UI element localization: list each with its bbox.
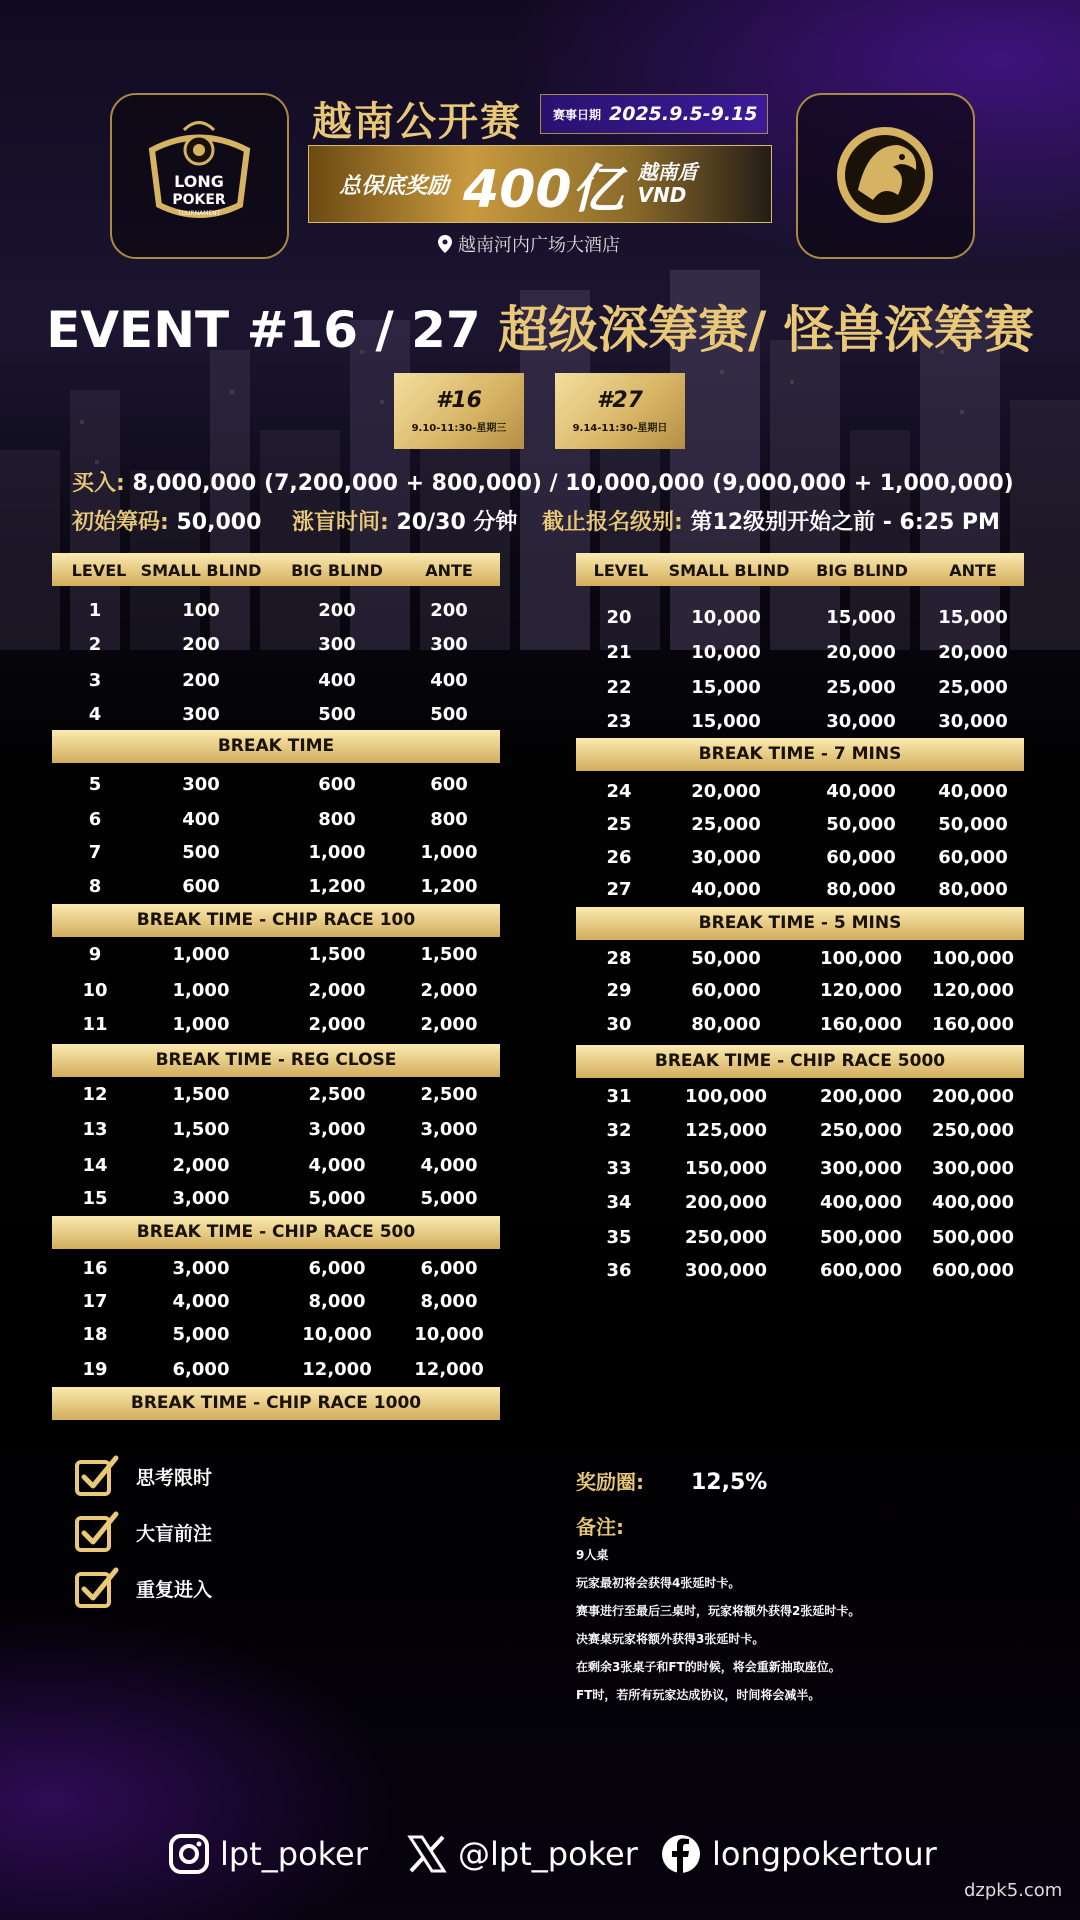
big-blind-cell: 500 <box>318 704 356 725</box>
blind-row <box>576 1082 1024 1112</box>
level-cell: 20 <box>606 607 632 628</box>
small-blind-cell: 200 <box>182 634 220 655</box>
instagram-handle: lpt_poker <box>220 1835 368 1873</box>
facebook-link[interactable] <box>660 1833 937 1875</box>
small-blind-cell: 6,000 <box>172 1359 230 1380</box>
feature-item <box>74 1453 212 1499</box>
level-cell: 23 <box>606 711 632 732</box>
ante-cell: 2,500 <box>420 1084 478 1105</box>
feature-item <box>74 1509 212 1555</box>
level-cell: 8 <box>88 876 102 897</box>
long-poker-logo <box>110 93 289 259</box>
ante-cell: 50,000 <box>938 814 1008 835</box>
blind-row <box>576 976 1024 1006</box>
ante-cell: 400 <box>430 670 468 691</box>
big-blind-cell: 5,000 <box>308 1188 366 1209</box>
small-blind-cell: 40,000 <box>691 879 761 900</box>
dragon-logo <box>796 93 975 259</box>
stack-label: 初始筹码: <box>72 510 169 535</box>
ante-cell: 80,000 <box>938 879 1008 900</box>
blind-row <box>52 1320 500 1350</box>
big-blind-cell: 40,000 <box>826 781 896 802</box>
big-blind-cell: 25,000 <box>826 677 896 698</box>
ante-cell: 500,000 <box>932 1227 1014 1248</box>
blind-row <box>52 700 500 730</box>
ante-cell: 800 <box>430 809 468 830</box>
guarantee-unit <box>638 161 698 207</box>
level-cell: 33 <box>606 1158 632 1179</box>
feature-label: 思考限时 <box>136 1466 213 1489</box>
facebook-handle: longpokertour <box>712 1835 937 1873</box>
small-blind-cell: 1,500 <box>172 1119 230 1140</box>
big-blind-cell: 3,000 <box>308 1119 366 1140</box>
header-big-blind: BIG BLIND <box>291 561 383 580</box>
blind-value: 20/30 分钟 <box>396 510 518 535</box>
small-blind-cell: 600 <box>182 876 220 897</box>
small-blind-cell: 3,000 <box>172 1188 230 1209</box>
guarantee-amount: 400亿 <box>463 159 624 220</box>
level-cell: 5 <box>88 774 102 795</box>
level-cell: 17 <box>82 1291 108 1312</box>
ante-cell: 25,000 <box>938 677 1008 698</box>
small-blind-cell: 200,000 <box>685 1192 767 1213</box>
level-cell: 21 <box>606 642 632 663</box>
guarantee-box <box>308 145 772 223</box>
blind-row <box>52 940 500 970</box>
ante-cell: 2,000 <box>420 1014 478 1035</box>
x-link[interactable] <box>406 1833 638 1875</box>
logo-line3: TOURNAMENT <box>177 210 221 217</box>
break-banner: BREAK TIME <box>52 730 500 763</box>
date-value: 2025.9.5-9.15 <box>609 103 758 125</box>
ante-cell: 500 <box>430 704 468 725</box>
ante-cell: 250,000 <box>932 1120 1014 1141</box>
level-cell: 15 <box>82 1188 108 1209</box>
blind-row <box>52 1184 500 1214</box>
ante-cell: 8,000 <box>420 1291 478 1312</box>
badge-number: #27 <box>597 388 643 413</box>
payout-value: 12,5% <box>690 1470 768 1495</box>
logo-line1: LONG <box>174 172 224 191</box>
big-blind-cell: 15,000 <box>826 607 896 628</box>
ante-cell: 160,000 <box>932 1014 1014 1035</box>
big-blind-cell: 300 <box>318 634 356 655</box>
small-blind-cell: 125,000 <box>685 1120 767 1141</box>
small-blind-cell: 15,000 <box>691 677 761 698</box>
event-title <box>0 290 1080 362</box>
ante-cell: 12,000 <box>414 1359 484 1380</box>
small-blind-cell: 200 <box>182 670 220 691</box>
tournament-title: 越南公开赛 <box>312 99 522 145</box>
big-blind-cell: 4,000 <box>308 1155 366 1176</box>
date-box <box>540 94 768 134</box>
big-blind-cell: 12,000 <box>302 1359 372 1380</box>
header-big-blind: BIG BLIND <box>816 561 908 580</box>
big-blind-cell: 50,000 <box>826 814 896 835</box>
level-cell: 7 <box>88 842 102 863</box>
level-cell: 22 <box>606 677 632 698</box>
big-blind-cell: 80,000 <box>826 879 896 900</box>
payout-label: 奖励圈: <box>576 1470 644 1494</box>
big-blind-cell: 1,000 <box>308 842 366 863</box>
guarantee-unit-en: VND <box>637 183 687 207</box>
blind-row <box>576 1223 1024 1253</box>
buyin-value: 8,000,000 (7,200,000 + 800,000) / 10,000,000 (9,000,000 + 1,000,000) <box>132 471 1014 496</box>
instagram-link[interactable] <box>168 1833 368 1875</box>
big-blind-cell: 800 <box>318 809 356 830</box>
x-handle: @lpt_poker <box>458 1835 638 1873</box>
level-cell: 26 <box>606 847 632 868</box>
small-blind-cell: 150,000 <box>685 1158 767 1179</box>
level-cell: 34 <box>606 1192 632 1213</box>
ante-cell: 3,000 <box>420 1119 478 1140</box>
small-blind-cell: 400 <box>182 809 220 830</box>
big-blind-cell: 300,000 <box>820 1158 902 1179</box>
header-level: LEVEL <box>71 561 127 580</box>
blind-row <box>576 1256 1024 1286</box>
level-cell: 28 <box>606 948 632 969</box>
big-blind-cell: 400 <box>318 670 356 691</box>
blind-row <box>52 666 500 696</box>
reg-label: 截止报名级别: <box>542 510 683 535</box>
ante-cell: 20,000 <box>938 642 1008 663</box>
small-blind-cell: 4,000 <box>172 1291 230 1312</box>
ante-cell: 2,000 <box>420 980 478 1001</box>
level-cell: 29 <box>606 980 632 1001</box>
blind-row <box>576 810 1024 840</box>
ante-cell: 4,000 <box>420 1155 478 1176</box>
ante-cell: 1,000 <box>420 842 478 863</box>
ante-cell: 300,000 <box>932 1158 1014 1179</box>
note-line: FT时，若所有玩家达成协议，时间将会减半。 <box>576 1688 821 1702</box>
break-banner: BREAK TIME - REG CLOSE <box>52 1044 500 1077</box>
level-cell: 1 <box>88 600 102 621</box>
small-blind-cell: 100 <box>182 600 220 621</box>
blind-label: 涨盲时间: <box>292 510 389 535</box>
buyin-line <box>72 466 1014 497</box>
badge-schedule: 9.10-11:30-星期三 <box>411 423 507 434</box>
big-blind-cell: 2,000 <box>308 980 366 1001</box>
level-cell: 6 <box>88 809 102 830</box>
small-blind-cell: 50,000 <box>691 948 761 969</box>
ante-cell: 1,200 <box>420 876 478 897</box>
small-blind-cell: 3,000 <box>172 1258 230 1279</box>
level-cell: 13 <box>82 1119 108 1140</box>
small-blind-cell: 10,000 <box>691 607 761 628</box>
reg-value: 第12级别开始之前 - 6:25 PM <box>690 510 1000 535</box>
big-blind-cell: 250,000 <box>820 1120 902 1141</box>
event-16-badge <box>394 373 524 449</box>
blind-time <box>292 505 517 536</box>
blind-row <box>52 872 500 902</box>
blind-row <box>52 1287 500 1317</box>
blind-row <box>576 1154 1024 1184</box>
note-line: 在剩余3张桌子和FT的时候，将会重新抽取座位。 <box>576 1660 841 1674</box>
ante-cell: 600,000 <box>932 1260 1014 1281</box>
level-cell: 24 <box>606 781 632 802</box>
venue <box>438 231 620 257</box>
big-blind-cell: 600 <box>318 774 356 795</box>
starting-stack <box>72 505 261 536</box>
big-blind-cell: 6,000 <box>308 1258 366 1279</box>
ante-cell: 40,000 <box>938 781 1008 802</box>
big-blind-cell: 200,000 <box>820 1086 902 1107</box>
left-table-header <box>52 553 500 586</box>
venue-text: 越南河内广场大酒店 <box>458 235 620 256</box>
facebook-icon <box>660 1833 702 1875</box>
level-cell: 31 <box>606 1086 632 1107</box>
blind-row <box>52 596 500 626</box>
blind-row <box>576 843 1024 873</box>
big-blind-cell: 8,000 <box>308 1291 366 1312</box>
ante-cell: 200,000 <box>932 1086 1014 1107</box>
blind-row <box>576 1188 1024 1218</box>
feature-item <box>74 1565 212 1611</box>
level-cell: 35 <box>606 1227 632 1248</box>
small-blind-cell: 25,000 <box>691 814 761 835</box>
small-blind-cell: 250,000 <box>685 1227 767 1248</box>
blind-row <box>52 1355 500 1385</box>
blind-row <box>576 638 1024 668</box>
event-title-en: EVENT #16 / 27 <box>46 301 481 359</box>
event-27-badge <box>555 373 685 449</box>
checkbox-checked-icon <box>74 1509 120 1555</box>
small-blind-cell: 1,000 <box>172 1014 230 1035</box>
big-blind-cell: 600,000 <box>820 1260 902 1281</box>
big-blind-cell: 10,000 <box>302 1324 372 1345</box>
small-blind-cell: 300,000 <box>685 1260 767 1281</box>
ante-cell: 30,000 <box>938 711 1008 732</box>
feature-label: 重复进入 <box>136 1578 213 1601</box>
ante-cell: 120,000 <box>932 980 1014 1001</box>
small-blind-cell: 30,000 <box>691 847 761 868</box>
big-blind-cell: 500,000 <box>820 1227 902 1248</box>
blind-row <box>576 603 1024 633</box>
small-blind-cell: 1,000 <box>172 980 230 1001</box>
blind-row <box>52 1115 500 1145</box>
level-cell: 3 <box>88 670 102 691</box>
small-blind-cell: 2,000 <box>172 1155 230 1176</box>
date-label: 赛事日期 <box>553 107 602 122</box>
blind-row <box>52 770 500 800</box>
level-cell: 32 <box>606 1120 632 1141</box>
header-ante: ANTE <box>425 561 473 580</box>
small-blind-cell: 300 <box>182 704 220 725</box>
blind-row <box>52 1010 500 1040</box>
blind-row <box>576 875 1024 905</box>
ante-cell: 10,000 <box>414 1324 484 1345</box>
blind-row <box>52 1254 500 1284</box>
ante-cell: 200 <box>430 600 468 621</box>
header-small-blind: SMALL BLIND <box>668 561 790 580</box>
blind-row <box>52 630 500 660</box>
small-blind-cell: 5,000 <box>172 1324 230 1345</box>
small-blind-cell: 15,000 <box>691 711 761 732</box>
small-blind-cell: 80,000 <box>691 1014 761 1035</box>
big-blind-cell: 120,000 <box>820 980 902 1001</box>
big-blind-cell: 60,000 <box>826 847 896 868</box>
badge-schedule: 9.14-11:30-星期日 <box>572 423 668 434</box>
level-cell: 19 <box>82 1359 108 1380</box>
instagram-icon <box>168 1833 210 1875</box>
big-blind-cell: 100,000 <box>820 948 902 969</box>
level-cell: 14 <box>82 1155 108 1176</box>
blind-row <box>576 777 1024 807</box>
ante-cell: 300 <box>430 634 468 655</box>
ante-cell: 100,000 <box>932 948 1014 969</box>
blind-row <box>52 838 500 868</box>
note-line: 9人桌 <box>576 1548 609 1562</box>
header-level: LEVEL <box>593 561 649 580</box>
break-banner: BREAK TIME - 7 MINS <box>576 738 1024 771</box>
ante-cell: 400,000 <box>932 1192 1014 1213</box>
blind-row <box>576 1010 1024 1040</box>
break-banner: BREAK TIME - CHIP RACE 5000 <box>576 1045 1024 1078</box>
small-blind-cell: 1,500 <box>172 1084 230 1105</box>
checkbox-checked-icon <box>74 1565 120 1611</box>
big-blind-cell: 1,200 <box>308 876 366 897</box>
checkbox-checked-icon <box>74 1453 120 1499</box>
small-blind-cell: 10,000 <box>691 642 761 663</box>
guarantee-label: 总保底奖励 <box>339 173 450 199</box>
level-cell: 2 <box>88 634 102 655</box>
small-blind-cell: 300 <box>182 774 220 795</box>
right-table-header <box>576 553 1024 586</box>
dragon-emblem-icon <box>798 95 973 257</box>
blind-row <box>576 1116 1024 1146</box>
small-blind-cell: 1,000 <box>172 944 230 965</box>
feature-label: 大盲前注 <box>136 1522 213 1545</box>
badge-number: #16 <box>436 388 482 413</box>
big-blind-cell: 1,500 <box>308 944 366 965</box>
blind-row <box>52 1151 500 1181</box>
blind-row <box>576 944 1024 974</box>
long-poker-emblem-icon <box>112 95 287 257</box>
ante-cell: 15,000 <box>938 607 1008 628</box>
small-blind-cell: 60,000 <box>691 980 761 1001</box>
payout-ratio <box>576 1466 767 1495</box>
ante-cell: 1,500 <box>420 944 478 965</box>
level-cell: 18 <box>82 1324 108 1345</box>
guarantee-unit-cn: 越南盾 <box>637 160 698 184</box>
level-cell: 12 <box>82 1084 108 1105</box>
small-blind-cell: 20,000 <box>691 781 761 802</box>
big-blind-cell: 20,000 <box>826 642 896 663</box>
blind-row <box>576 707 1024 737</box>
note-line: 玩家最初将会获得4张延时卡。 <box>576 1576 741 1590</box>
ante-cell: 6,000 <box>420 1258 478 1279</box>
blind-row <box>52 1080 500 1110</box>
level-cell: 4 <box>88 704 102 725</box>
level-cell: 10 <box>82 980 108 1001</box>
break-banner: BREAK TIME - CHIP RACE 1000 <box>52 1387 500 1420</box>
event-title-cn: 超级深筹赛/ 怪兽深筹赛 <box>498 301 1034 359</box>
location-pin-icon <box>438 235 452 253</box>
small-blind-cell: 100,000 <box>685 1086 767 1107</box>
big-blind-cell: 2,000 <box>308 1014 366 1035</box>
break-banner: BREAK TIME - CHIP RACE 100 <box>52 904 500 937</box>
header-small-blind: SMALL BLIND <box>140 561 262 580</box>
small-blind-cell: 500 <box>182 842 220 863</box>
blind-row <box>576 673 1024 703</box>
big-blind-cell: 160,000 <box>820 1014 902 1035</box>
note-line: 决赛桌玩家将额外获得3张延时卡。 <box>576 1632 765 1646</box>
big-blind-cell: 200 <box>318 600 356 621</box>
break-banner: BREAK TIME - CHIP RACE 500 <box>52 1216 500 1249</box>
level-cell: 25 <box>606 814 632 835</box>
blind-row <box>52 976 500 1006</box>
x-logo-icon <box>406 1833 448 1875</box>
ante-cell: 5,000 <box>420 1188 478 1209</box>
watermark: dzpk5.com <box>964 1880 1063 1901</box>
registration-close <box>542 505 1000 536</box>
note-line: 赛事进行至最后三桌时，玩家将额外获得2张延时卡。 <box>576 1604 861 1618</box>
blind-row <box>52 805 500 835</box>
level-cell: 11 <box>82 1014 108 1035</box>
logo-line2: POKER <box>172 192 226 208</box>
big-blind-cell: 2,500 <box>308 1084 366 1105</box>
stack-value: 50,000 <box>176 510 262 535</box>
level-cell: 27 <box>606 879 632 900</box>
buyin-label: 买入: <box>72 471 125 496</box>
ante-cell: 600 <box>430 774 468 795</box>
level-cell: 36 <box>606 1260 632 1281</box>
level-cell: 16 <box>82 1258 108 1279</box>
level-cell: 30 <box>606 1014 632 1035</box>
notes-title: 备注: <box>576 1515 624 1539</box>
level-cell: 9 <box>88 944 102 965</box>
break-banner: BREAK TIME - 5 MINS <box>576 907 1024 940</box>
ante-cell: 60,000 <box>938 847 1008 868</box>
header-ante: ANTE <box>949 561 997 580</box>
big-blind-cell: 400,000 <box>820 1192 902 1213</box>
big-blind-cell: 30,000 <box>826 711 896 732</box>
